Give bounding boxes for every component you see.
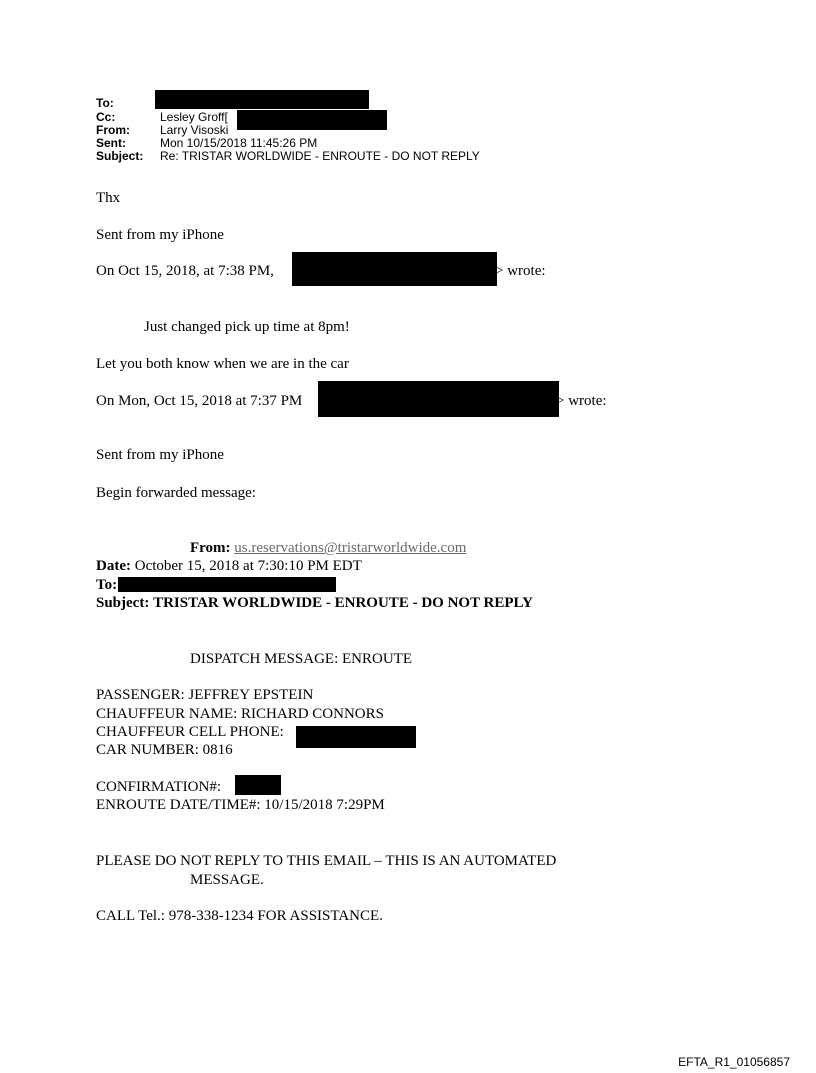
changed-pickup-text: Just changed pick up time at 8pm! — [144, 319, 350, 335]
chauffeur-cell-line: CHAUFFEUR CELL PHONE: — [96, 724, 284, 740]
sent-from-iphone: Sent from my iPhone — [96, 227, 224, 243]
confirmation-line: CONFIRMATION#: — [96, 779, 222, 795]
from-value: Larry Visoski — [160, 123, 229, 137]
sent-from-iphone-2: Sent from my iPhone — [96, 447, 224, 463]
quote-header-1-suffix: > wrote: — [495, 263, 546, 279]
do-not-reply-line-2: MESSAGE. — [190, 872, 264, 888]
redaction-to — [155, 90, 369, 109]
call-assistance-line: CALL Tel.: 978-338-1234 FOR ASSISTANCE. — [96, 908, 383, 924]
subject-value: Re: TRISTAR WORLDWIDE - ENROUTE - DO NOT REPLY — [160, 149, 480, 163]
to-label: To: — [96, 96, 114, 110]
forwarded-from-label: From: — [190, 540, 231, 556]
redaction-quote-1 — [292, 252, 497, 286]
do-not-reply-line-1: PLEASE DO NOT REPLY TO THIS EMAIL – THIS IS AN AUTOMATED — [96, 853, 557, 869]
from-label: From: — [96, 123, 130, 137]
quote-header-2-suffix: > wrote: — [556, 393, 607, 409]
forwarded-date-label: Date: — [96, 558, 131, 574]
quote-header-1: On Oct 15, 2018, at 7:38 PM, — [96, 263, 274, 279]
redaction-confirmation — [235, 775, 281, 795]
forwarded-from — [190, 539, 466, 557]
document-id: EFTA_R1_01056857 — [678, 1055, 790, 1069]
redaction-quote-2 — [318, 381, 559, 417]
sent-value: Mon 10/15/2018 11:45:26 PM — [160, 136, 318, 150]
forwarded-date-value: October 15, 2018 at 7:30:10 PM EDT — [134, 558, 362, 574]
quote-header-2: On Mon, Oct 15, 2018 at 7:37 PM — [96, 393, 303, 409]
redaction-cell-phone — [296, 726, 416, 748]
forwarded-subject — [96, 594, 533, 612]
cc-value: Lesley Groff[ — [160, 110, 228, 124]
dispatch-title: DISPATCH MESSAGE: ENROUTE — [190, 651, 412, 667]
enroute-datetime-line: ENROUTE DATE/TIME#: 10/15/2018 7:29PM — [96, 797, 385, 813]
forwarded-date — [96, 557, 362, 575]
begin-forwarded: Begin forwarded message: — [96, 485, 256, 501]
cc-label: Cc: — [96, 110, 116, 124]
redaction-forwarded-to — [118, 577, 336, 592]
forwarded-subject-value: TRISTAR WORLDWIDE - ENROUTE - DO NOT REPLY — [153, 595, 534, 611]
redaction-cc — [237, 110, 387, 130]
reply-text: Thx — [96, 190, 121, 206]
passenger-line: PASSENGER: JEFFREY EPSTEIN — [96, 687, 314, 703]
forwarded-to-label: To: — [96, 577, 118, 593]
forwarded-from-email[interactable]: us.reservations@tristarworldwide.com — [234, 540, 467, 556]
chauffeur-name-line: CHAUFFEUR NAME: RICHARD CONNORS — [96, 706, 384, 722]
subject-label: Subject: — [96, 149, 144, 163]
let-you-know-text: Let you both know when we are in the car — [96, 356, 349, 372]
forwarded-subject-label: Subject: — [96, 595, 150, 611]
car-number-line: CAR NUMBER: 0816 — [96, 742, 233, 758]
sent-label: Sent: — [96, 136, 126, 150]
